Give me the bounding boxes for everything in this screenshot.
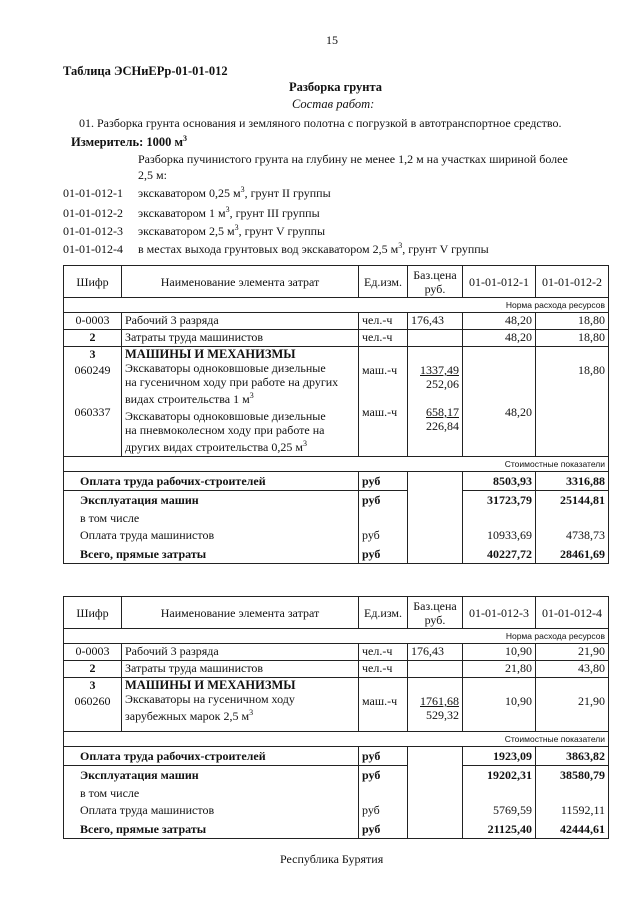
composition-label: Состав работ: [292, 97, 375, 111]
table-row: Оплата труда машинистов руб 5769,59 11592,11 [64, 801, 609, 820]
code-item: 01-01-012-3 экскаватором 2,5 $м^3$, грунт V группы [63, 223, 326, 238]
table-row: в том числе [64, 785, 609, 801]
section-title: Разборка грунта [289, 80, 383, 94]
cost-label: Стоимостные показатели [64, 732, 609, 747]
table-row: Оплата труда рабочих-строителей руб 8503,93 3316,88 [64, 472, 609, 491]
table-id: Таблица ЭСНиЕРр-01-01-012 [63, 64, 228, 78]
description-line-2: 2,5 м: [138, 168, 167, 182]
header-price: Баз.цена руб. [408, 597, 463, 629]
header-col-2: 01-01-012-2 [536, 266, 609, 298]
resource-table-2 [63, 596, 609, 839]
table-row: Оплата труда машинистов руб 10933,69 4738,73 [64, 526, 609, 545]
table-row: 0-0003 Рабочий 3 разряда чел.-ч 176,43 48,20 18,80 [64, 313, 609, 330]
table-row: Эксплуатация машин руб 19202,31 38580,79 [64, 766, 609, 785]
table-row: 2 Затраты труда машинистов чел.-ч 21,80 43,80 [64, 661, 609, 678]
header-code: Шифр [64, 597, 122, 629]
measure-label: Измеритель: 1000 $м^3$ [71, 134, 188, 150]
header-code: Шифр [64, 266, 122, 298]
header-unit: Ед.изм. [359, 266, 408, 298]
table-row: 3 060260 МАШИНЫ И МЕХАНИЗМЫ Экскаваторы на гусеничном ходу зарубежных марок 2,5 $м^3$ маш.-ч 1761,68 529,32 10,90 21,90 [64, 678, 609, 732]
code-item: 01-01-012-1 экскаватором 0,25 $м^3$, грунт II группы [63, 185, 331, 200]
table-row: Эксплуатация машин руб 31723,79 25144,81 [64, 491, 609, 510]
table-row: в том числе [64, 510, 609, 526]
resource-table-1 [63, 265, 609, 564]
header-name: Наименование элемента затрат [122, 597, 359, 629]
table-row: 3 060249 060337 МАШИНЫ И МЕХАНИЗМЫ Экскаваторы одноковшовые дизельные на гусеничном ходу при работе на других видах строительства 1 $м^3$ Экскаваторы одноковшовые дизельные на пневмоколесном ходу при работе на других видах строительства 0,25 $м^3$ маш.-ч маш.-ч 1337,49 252,06 658,17 226,84 48,20 18,80 [64, 347, 609, 457]
table-row: 0-0003 Рабочий 3 разряда чел.-ч 176,43 10,90 21,90 [64, 644, 609, 661]
norm-label: Норма расхода ресурсов [64, 298, 609, 313]
header-col-2: 01-01-012-4 [536, 597, 609, 629]
header-unit: Ед.изм. [359, 597, 408, 629]
page-number: 15 [326, 33, 338, 47]
header-price: Баз.цена руб. [408, 266, 463, 298]
footer: Республика Бурятия [280, 852, 384, 866]
header-name: Наименование элемента затрат [122, 266, 359, 298]
header-col-1: 01-01-012-1 [463, 266, 536, 298]
work-item: 01. Разборка грунта основания и земляного полотна с погрузкой в автотранспортное средство. [79, 116, 562, 130]
norm-label: Норма расхода ресурсов [64, 629, 609, 644]
header-col-1: 01-01-012-3 [463, 597, 536, 629]
table-row: 2 Затраты труда машинистов чел.-ч 48,20 18,80 [64, 330, 609, 347]
code-item: 01-01-012-2 экскаватором 1 $м^3$, грунт III группы [63, 205, 320, 220]
cost-label: Стоимостные показатели [64, 457, 609, 472]
table-row: Оплата труда рабочих-строителей руб 1923,09 3863,82 [64, 747, 609, 766]
table-row: Всего, прямые затраты руб 21125,40 42444,61 [64, 820, 609, 839]
code-item: 01-01-012-4 в местах выхода грунтовых вод экскаватором 2,5 $м^3$, грунт V группы [63, 241, 489, 256]
description-line-1: Разборка пучинистого грунта на глубину не менее 1,2 м на участках шириной более [138, 152, 568, 166]
table-row: Всего, прямые затраты руб 40227,72 28461,69 [64, 545, 609, 564]
